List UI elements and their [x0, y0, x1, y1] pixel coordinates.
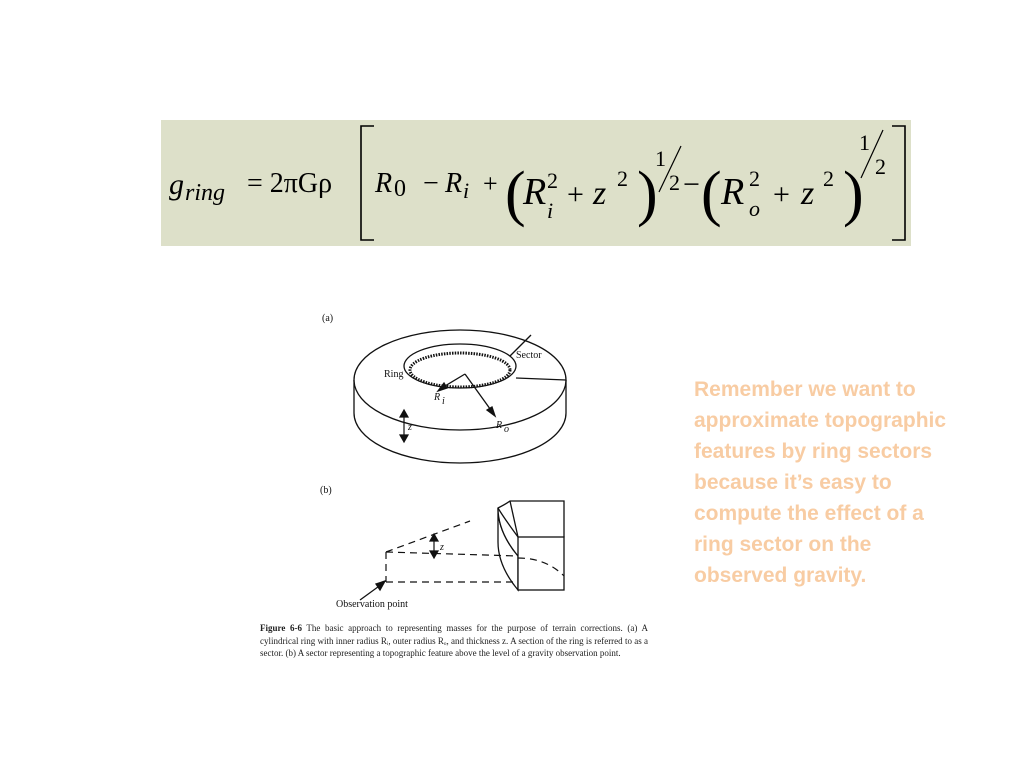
eq-z2-superscript: 2: [823, 166, 834, 191]
sector-label: Sector: [516, 350, 542, 361]
figure-label-b: (b): [320, 485, 332, 496]
figure-caption: [260, 622, 648, 660]
z-label-b: z: [440, 542, 444, 553]
figure-label-a: (a): [322, 313, 334, 324]
eq-left-bracket: [361, 126, 374, 240]
eq-plus-1: +: [483, 169, 498, 198]
side-note: Remember we want to approximate topographic features by ring sectors because it’s easy to compute the effect of a ring sector on the observed gravity.: [694, 378, 947, 587]
eq-ri2-subscript: i: [547, 198, 554, 223]
eq-r0-subscript: 0: [394, 176, 406, 202]
eq-r0: R: [375, 168, 393, 199]
ring-sector-diagram: [250, 300, 650, 620]
eq-ri: R: [445, 168, 463, 199]
eq-ring-subscript: ring: [185, 180, 226, 206]
ri-label-subscript: i: [442, 396, 445, 407]
eq-ri2: R: [523, 171, 547, 213]
eq-plus-3: +: [773, 178, 790, 211]
ri-label: R: [434, 392, 441, 403]
eq-ro-superscript: 2: [749, 166, 760, 191]
eq-paren-open-1: (: [505, 160, 526, 228]
ring-label: Ring: [384, 369, 404, 380]
eq-paren-open-2: (: [701, 160, 722, 228]
ro-label: R: [496, 420, 503, 431]
eq-paren-close-2: ): [843, 160, 864, 228]
caption-label: Figure 6-6: [260, 623, 302, 633]
observation-arrow: [360, 581, 385, 600]
gravity-ring-equation: [161, 120, 911, 246]
eq-z2: z: [801, 175, 815, 212]
equation-box: [161, 120, 911, 246]
thickness-arrow-a: [400, 410, 408, 442]
eq-g: g: [169, 168, 184, 201]
eq-z1: z: [593, 175, 607, 212]
eq-half2-denominator: 2: [875, 154, 886, 179]
eq-lhs-constant: = 2πGρ: [247, 168, 333, 199]
eq-plus-2: +: [567, 178, 584, 211]
eq-ro: R: [721, 171, 745, 213]
ro-label-subscript: o: [504, 424, 509, 435]
z-label-a: z: [408, 422, 412, 433]
eq-half-denominator: 2: [669, 170, 680, 195]
eq-z1-superscript: 2: [617, 166, 628, 191]
observation-point-label: Observation point: [336, 599, 408, 610]
eq-half2-numerator: 1: [859, 130, 870, 155]
thickness-arrow-b: [430, 534, 438, 558]
sector-block: [498, 501, 564, 590]
eq-ro-subscript: o: [749, 196, 760, 221]
eq-paren-close-1: ): [637, 160, 658, 228]
eq-minus-2: −: [683, 168, 700, 201]
eq-right-bracket: [892, 126, 905, 240]
caption-text: The basic approach to representing masses for the purpose of terrain corrections. (a) A cylindrical ring with inner radius Rᵢ, outer radius Rₒ, and thickness z. A section of the ring is referred to as a sector. (b) A sector representing a topographic feature above the level of a gravity observation point.: [260, 623, 649, 658]
eq-ri-subscript: i: [463, 178, 470, 203]
eq-half-numerator: 1: [655, 146, 666, 171]
eq-ri2-superscript: 2: [547, 168, 558, 193]
eq-minus-1: −: [423, 168, 439, 199]
